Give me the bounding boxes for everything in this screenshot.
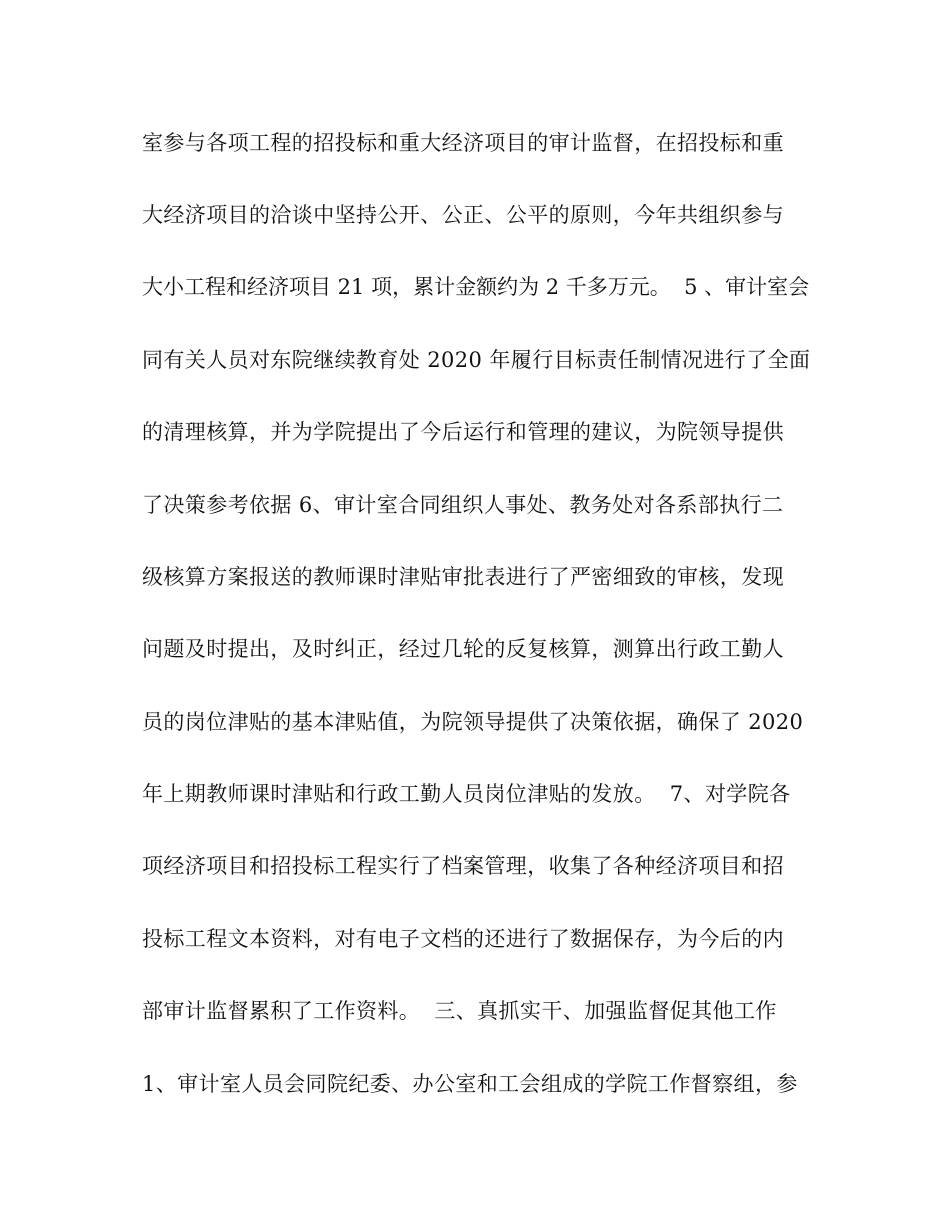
text-line: 年上期教师课时津贴和行政工勤人员岗位津贴的发放。 7、对学院各 [142, 782, 791, 806]
text-line: 1、审计室人员会同院纪委、办公室和工会组成的学院工作督察组，参 [142, 1072, 798, 1096]
text-line: 部审计监督累积了工作资料。 三、真抓实干、加强监督促其他工作 [142, 999, 777, 1023]
text-line: 项经济项目和招投标工程实行了档案管理，收集了各种经济项目和招 [142, 854, 784, 878]
text-line: 了决策参考依据 6、审计室合同组织人事处、教务处对各系部执行二 [142, 493, 784, 517]
text-line: 同有关人员对东院继续教育处 2020 年履行目标责任制情况进行了全面 [142, 348, 811, 372]
text-line: 室参与各项工程的招投标和重大经济项目的审计监督，在招投标和重 [142, 131, 784, 155]
text-line: 问题及时提出，及时纠正，经过几轮的反复核算，测算出行政工勤人 [142, 637, 784, 661]
text-line: 大小工程和经济项目 21 项，累计金额约为 2 千多万元。 5 、审计室会 [142, 275, 810, 299]
text-line: 大经济项目的洽谈中坚持公开、公正、公平的原则，今年共组织参与 [142, 203, 784, 227]
text-line: 员的岗位津贴的基本津贴值，为院领导提供了决策依据，确保了 2020 [142, 710, 804, 734]
text-line: 的清理核算，并为学院提出了今后运行和管理的建议，为院领导提供 [142, 420, 784, 444]
text-line: 投标工程文本资料，对有电子文档的还进行了数据保存，为今后的内 [142, 927, 784, 951]
text-line: 级核算方案报送的教师课时津贴审批表进行了严密细致的审核，发现 [142, 565, 784, 589]
